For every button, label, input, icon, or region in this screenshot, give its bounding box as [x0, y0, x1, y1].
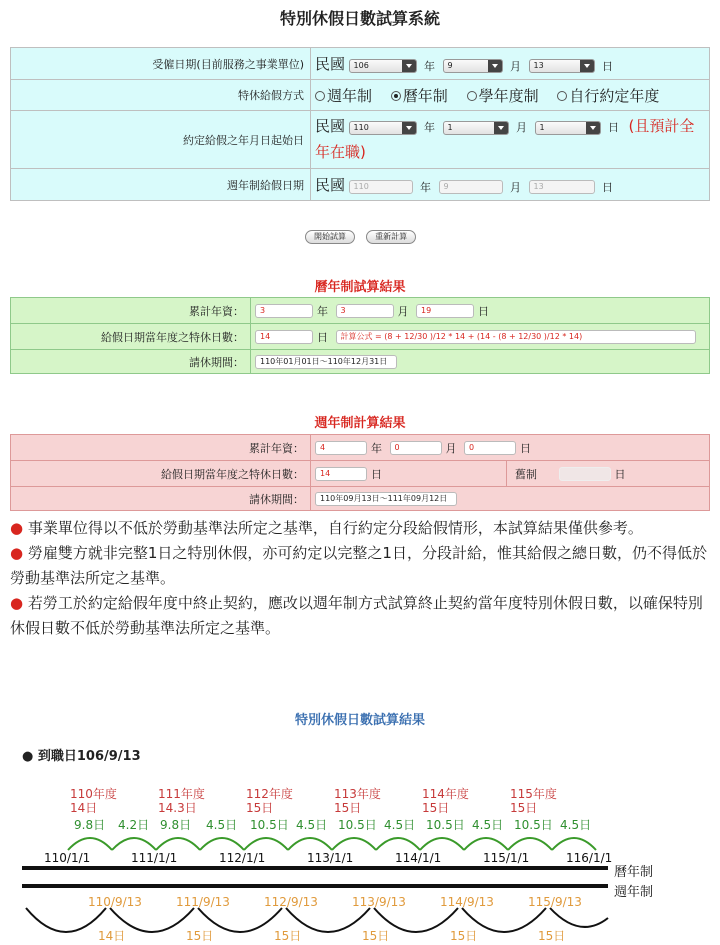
year-days: 15日 [246, 801, 274, 815]
segment-label: 10.5日 [338, 818, 377, 832]
chevron-down-icon [580, 60, 594, 72]
input-form: 受僱日期(目前服務之事業單位) 民國 106 年 9 月 13 日 特休給假方式 週年制 曆年制 學年度制 自行約定年度 約定給假之年月日起始日 民國 110 年 1 月 1 日 (且預計全年在職) 週年制給假日期 民國 110 年 9 月 13 日 [10, 47, 710, 201]
button-bar [305, 224, 416, 244]
arc [112, 838, 156, 850]
segment-label: 10.5日 [250, 818, 289, 832]
chevron-down-icon [586, 122, 600, 134]
calendar-date: 111/1/1 [131, 851, 178, 865]
note-item: ● 勞雇雙方就非完整1日之特別休假，亦可約定以完整之1日，分段計給，惟其給假之總日數，仍不得低於勞動基準法所定之基準。 [10, 544, 707, 587]
cal-days-label: 給假日期當年度之特休日數： [11, 324, 251, 350]
cal-tenure-months[interactable]: 3 [336, 304, 394, 318]
hire-day-select[interactable]: 13 [529, 59, 595, 73]
radio-icon [467, 91, 477, 101]
chevron-down-icon [402, 122, 416, 134]
year-label: 114年度 [422, 787, 469, 801]
cal-tenure-label: 累計年資： [11, 298, 251, 324]
arc [376, 838, 420, 850]
calendar-line [22, 866, 608, 870]
segment-label: 4.2日 [118, 818, 150, 832]
anniv-period-label: 請休期間： [11, 487, 311, 511]
radio-icon [557, 91, 567, 101]
anniv-tenure-months[interactable]: 0 [390, 441, 442, 455]
anniv-result-table: 累計年資： 4 年 0 月 0 日 給假日期當年度之特休日數： 14 日 舊制 日 請休期間： 110年09月13日～111年09月12日 [10, 434, 710, 511]
start-year-select[interactable]: 110 [349, 121, 417, 135]
anniversary-line [22, 884, 608, 888]
cal-formula[interactable]: 計算公式 = (8 + 12/30 )/12 * 14 + (14 - (8 + 12/30 )/12 * 14) [336, 330, 696, 344]
bullet-icon: ● [10, 544, 24, 562]
method-label: 特休給假方式 [11, 80, 311, 111]
anniv-result-title: 週年制計算結果 [314, 416, 406, 431]
year-label: 110年度 [70, 787, 117, 801]
timeline-diagram [0, 780, 720, 945]
anniv-date: 113/9/13 [352, 895, 406, 909]
anniversary-system-label: 週年制 [614, 885, 654, 900]
start-note: (且預計全年在職) [315, 116, 695, 161]
anniv-days: 15日 [186, 929, 214, 943]
calendar-result-table: 累計年資： 3 年 3 月 19 日 給假日期當年度之特休日數： 14 日 計算公式 = (8 + 12/30 )/12 * 14 + (14 - (8 + 12/30 )/12 * 14) 請休期間： 110年01月01日～110年12月31日 [10, 297, 710, 374]
cal-tenure-days[interactable]: 19 [416, 304, 474, 318]
anniv-days: 15日 [274, 929, 302, 943]
year-days: 15日 [510, 801, 538, 815]
start-day-select[interactable]: 1 [535, 121, 601, 135]
calendar-date: 116/1/1 [566, 851, 613, 865]
segment-label: 10.5日 [514, 818, 553, 832]
chevron-down-icon [494, 122, 508, 134]
year-days: 14日 [70, 801, 98, 815]
year-label: 115年度 [510, 787, 557, 801]
arc [332, 838, 376, 850]
anniv-tenure-label: 累計年資： [11, 435, 311, 461]
calendar-date: 115/1/1 [483, 851, 530, 865]
segment-label: 10.5日 [426, 818, 465, 832]
anniv-date: 112/9/13 [264, 895, 318, 909]
anniv-days-label: 給假日期當年度之特休日數： [11, 461, 311, 487]
year-label: 113年度 [334, 787, 381, 801]
arc [244, 838, 288, 850]
cal-tenure-years[interactable]: 3 [255, 304, 313, 318]
hire-month-select[interactable]: 9 [443, 59, 503, 73]
arc [26, 908, 106, 932]
anniversary-date-label: 週年制給假日期 [11, 169, 311, 201]
year-days: 15日 [334, 801, 362, 815]
anniv-date: 110/9/13 [88, 895, 142, 909]
bullet-icon: ● [10, 594, 24, 612]
cal-period-label: 請休期間： [11, 350, 251, 374]
year-label: 112年度 [246, 787, 293, 801]
anniv-date: 115/9/13 [528, 895, 582, 909]
join-date: ● 到職日106/9/13 [22, 749, 141, 764]
arc [200, 838, 244, 850]
calendar-date: 112/1/1 [219, 851, 266, 865]
old-system-label: 舊制 [515, 467, 537, 481]
anniv-period-value[interactable]: 110年09月13日～111年09月12日 [315, 492, 457, 506]
anniv-days: 15日 [538, 929, 566, 943]
radio-anniversary[interactable]: 週年制 [315, 87, 372, 105]
start-month-select[interactable]: 1 [443, 121, 509, 135]
timeline-title: 特別休假日數試算結果 [294, 713, 425, 728]
arc [550, 908, 608, 927]
anniv-days: 14日 [98, 929, 126, 943]
segment-label: 4.5日 [206, 818, 238, 832]
segment-label: 4.5日 [472, 818, 504, 832]
arc [288, 838, 332, 850]
start-date-label: 約定給假之年月日起始日 [11, 111, 311, 169]
radio-calendar[interactable]: 曆年制 [391, 87, 448, 105]
anniv-tenure-years[interactable]: 4 [315, 441, 367, 455]
arc [552, 838, 596, 850]
segment-label: 4.5日 [560, 818, 592, 832]
calendar-result-title: 曆年制試算結果 [314, 280, 406, 295]
year-days: 15日 [422, 801, 450, 815]
cal-period-value[interactable]: 110年01月01日～110年12月31日 [255, 355, 397, 369]
radio-custom[interactable]: 自行約定年度 [557, 87, 659, 105]
calendar-arcs [68, 838, 596, 850]
segment-label: 4.5日 [296, 818, 328, 832]
anniv-date: 114/9/13 [440, 895, 494, 909]
arc [464, 838, 508, 850]
segment-label: 4.5日 [384, 818, 416, 832]
segment-label: 9.8日 [74, 818, 106, 832]
anniv-year-input[interactable]: 110 [349, 180, 413, 194]
radio-icon [315, 91, 325, 101]
anniv-days: 15日 [362, 929, 390, 943]
chevron-down-icon [402, 60, 416, 72]
old-system-value[interactable] [559, 467, 611, 481]
year-days: 14.3日 [158, 801, 197, 815]
chevron-down-icon [488, 60, 502, 72]
radio-selected-icon [391, 91, 401, 101]
anniv-tenure-days[interactable]: 0 [464, 441, 516, 455]
minguo-label: 民國 [315, 55, 346, 73]
arc [156, 838, 200, 850]
start-calc-button[interactable]: 開始試算 [305, 230, 355, 244]
year-label: 111年度 [158, 787, 205, 801]
anniv-day-input[interactable]: 13 [529, 180, 595, 194]
calendar-date: 113/1/1 [307, 851, 354, 865]
anniv-days-value[interactable]: 14 [315, 467, 367, 481]
calendar-date: 110/1/1 [44, 851, 91, 865]
reset-button[interactable]: 重新計算 [366, 230, 416, 244]
note-item: ● 事業單位得以不低於勞動基準法所定之基準，自行約定分段給假情形，本試算結果僅供參考。 [10, 519, 643, 537]
anniv-month-input[interactable]: 9 [439, 180, 503, 194]
anniv-date: 111/9/13 [176, 895, 230, 909]
notes-list [10, 516, 710, 641]
page-title: 特別休假日數試算系統 [279, 9, 440, 28]
bullet-icon: ● [10, 519, 24, 537]
bullet-icon: ● [22, 749, 34, 764]
arc [68, 838, 112, 850]
arc [508, 838, 552, 850]
hire-date-label: 受僱日期(目前服務之事業單位) [11, 48, 311, 80]
calendar-system-label: 曆年制 [614, 865, 654, 880]
calendar-date: 114/1/1 [395, 851, 442, 865]
anniv-days: 15日 [450, 929, 478, 943]
segment-label: 9.8日 [160, 818, 192, 832]
hire-year-select[interactable]: 106 [349, 59, 417, 73]
cal-days-value[interactable]: 14 [255, 330, 313, 344]
note-item: ● 若勞工於約定給假年度中終止契約，應改以週年制方式試算終止契約當年度特別休假日數，以確保特別休假日數不低於勞動基準法所定之基準。 [10, 594, 703, 637]
arc [420, 838, 464, 850]
radio-school-year[interactable]: 學年度制 [467, 87, 539, 105]
